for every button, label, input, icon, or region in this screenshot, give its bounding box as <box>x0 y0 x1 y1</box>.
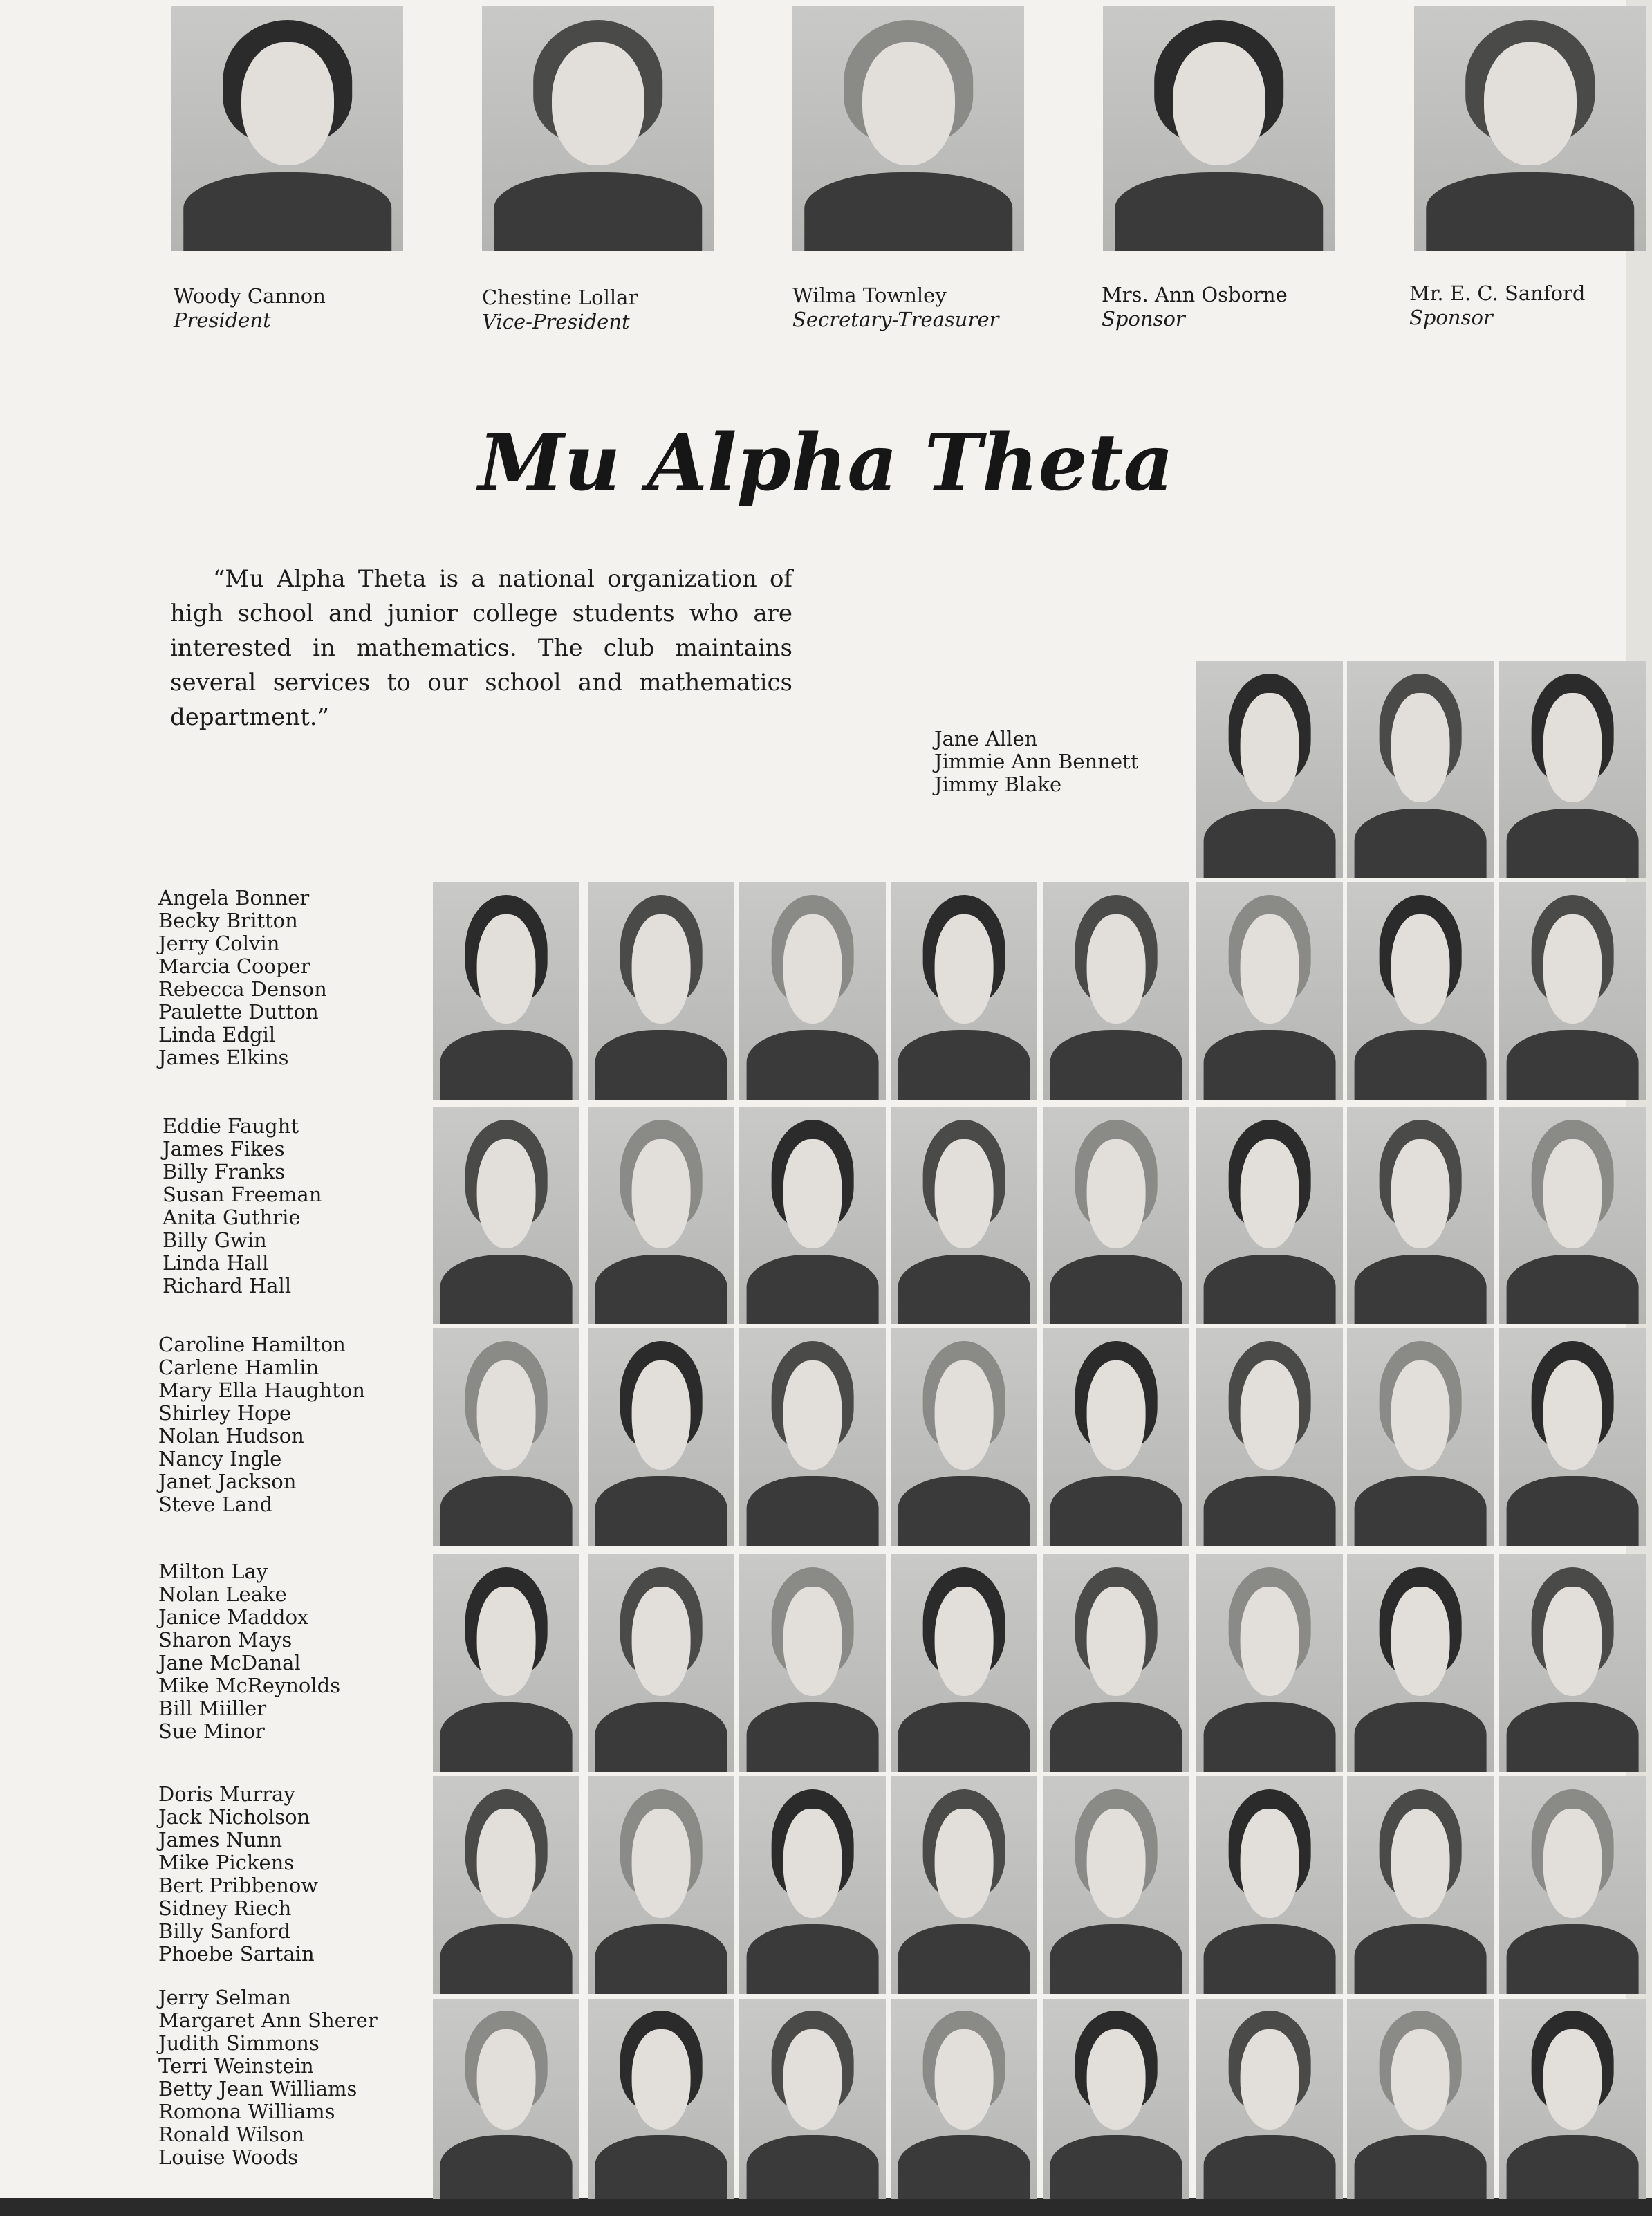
member-name: Jane McDanal <box>158 1651 301 1674</box>
member-name: Janice Maddox <box>158 1605 309 1629</box>
portrait-photo <box>588 1328 734 1546</box>
page-bottom-edge <box>0 2198 1652 2216</box>
member-name: Louise Woods <box>158 2145 299 2169</box>
portrait-photo <box>739 1328 886 1546</box>
member-name: Anita Guthrie <box>163 1206 301 1229</box>
member-name: Romona Williams <box>158 2100 335 2123</box>
member-name-list <box>158 1560 340 1743</box>
page-title: Mu Alpha Theta <box>478 418 1174 508</box>
member-name: Jane Allen <box>934 727 1038 750</box>
portrait-photo <box>433 1776 579 1994</box>
portrait-photo <box>1499 882 1646 1100</box>
member-name: Linda Edgil <box>158 1023 276 1046</box>
portrait-photo <box>891 1999 1037 2199</box>
member-name-list <box>163 1115 322 1298</box>
member-name: Janet Jackson <box>158 1470 297 1493</box>
portrait-photo <box>1196 661 1343 878</box>
member-name: Billy Gwin <box>163 1228 267 1252</box>
portrait-photo <box>891 882 1037 1100</box>
officer-caption <box>174 284 326 333</box>
club-description: “Mu Alpha Theta is a national organization of high school and junior college students who are interested in mathematics. The club maintains several services to our school and mathematics department.” <box>170 565 792 731</box>
portrait-photo <box>739 1999 886 2199</box>
portrait-photo <box>1499 1107 1646 1324</box>
portrait-photo <box>588 1999 734 2199</box>
portrait-photo <box>1499 1554 1646 1772</box>
officer-name: Woody Cannon <box>174 284 326 308</box>
officer-name: Mr. E. C. Sanford <box>1409 281 1586 305</box>
member-name: Caroline Hamilton <box>158 1333 346 1356</box>
member-name: Jack Nicholson <box>158 1805 310 1829</box>
member-name: James Fikes <box>163 1137 285 1161</box>
member-name: Susan Freeman <box>163 1183 322 1206</box>
portrait-photo <box>1043 1999 1189 2199</box>
portrait-photo <box>588 882 734 1100</box>
portrait-photo <box>433 882 579 1100</box>
portrait-photo <box>588 1554 734 1772</box>
member-name: Jerry Selman <box>158 1986 291 2009</box>
member-name: Steve Land <box>158 1493 273 1516</box>
portrait-photo <box>1043 1328 1189 1546</box>
portrait-photo <box>433 1107 579 1324</box>
member-name: Billy Sanford <box>158 1919 291 1943</box>
member-name-list <box>934 728 1138 796</box>
member-name: Mike McReynolds <box>158 1674 341 1697</box>
member-name-list <box>158 1986 378 2169</box>
portrait-photo <box>1196 1554 1343 1772</box>
officer-caption <box>1409 281 1585 330</box>
portrait-photo <box>1196 1999 1343 2199</box>
member-name-list <box>158 1333 365 1516</box>
officer-name: Mrs. Ann Osborne <box>1102 283 1288 306</box>
officer-role: Vice-President <box>482 310 630 333</box>
officer-name: Wilma Townley <box>792 284 947 307</box>
officer-caption <box>482 286 638 334</box>
member-name: Rebecca Denson <box>158 977 327 1001</box>
portrait-photo <box>1347 1554 1494 1772</box>
portrait-photo <box>739 1107 886 1324</box>
member-name: James Nunn <box>158 1828 283 1852</box>
portrait-photo <box>588 1107 734 1324</box>
member-name: Judith Simmons <box>158 2031 319 2055</box>
portrait-photo <box>1414 6 1646 251</box>
portrait-photo <box>739 1776 886 1994</box>
member-name: Milton Lay <box>158 1560 268 1583</box>
member-name: Jerry Colvin <box>158 932 280 955</box>
member-name: Jimmie Ann Bennett <box>934 750 1139 773</box>
portrait-photo <box>1499 1328 1646 1546</box>
portrait-photo <box>1043 1776 1189 1994</box>
member-name: Bill Miiller <box>158 1697 267 1720</box>
portrait-photo <box>1196 1107 1343 1324</box>
portrait-photo <box>1347 1107 1494 1324</box>
portrait-photo <box>1043 1107 1189 1324</box>
portrait-photo <box>1043 1554 1189 1772</box>
officer-role: Sponsor <box>1409 306 1493 329</box>
portrait-photo <box>792 6 1024 251</box>
member-name: Marcia Cooper <box>158 954 310 978</box>
member-name: Linda Hall <box>163 1251 269 1275</box>
portrait-photo <box>433 1328 579 1546</box>
portrait-photo <box>1347 661 1494 878</box>
member-name: Becky Britton <box>158 909 298 932</box>
member-name: Sue Minor <box>158 1719 265 1743</box>
portrait-photo <box>1347 882 1494 1100</box>
member-name: Billy Franks <box>163 1160 286 1183</box>
officer-name: Chestine Lollar <box>482 286 638 309</box>
member-name: Mike Pickens <box>158 1851 295 1874</box>
portrait-photo <box>1103 6 1335 251</box>
officer-role: Sponsor <box>1102 307 1185 331</box>
portrait-photo <box>1499 661 1646 878</box>
portrait-photo <box>739 882 886 1100</box>
officer-role: President <box>174 308 271 332</box>
portrait-photo <box>891 1776 1037 1994</box>
member-name: Mary Ella Haughton <box>158 1378 365 1402</box>
portrait-photo <box>1196 882 1343 1100</box>
member-name: Doris Murray <box>158 1782 295 1806</box>
member-name: Bert Pribbenow <box>158 1874 319 1897</box>
portrait-photo <box>1196 1328 1343 1546</box>
member-name: Nolan Hudson <box>158 1424 304 1448</box>
member-name: Carlene Hamlin <box>158 1356 319 1379</box>
portrait-photo <box>1347 1328 1494 1546</box>
portrait-photo <box>482 6 714 251</box>
portrait-photo <box>891 1107 1037 1324</box>
member-name-list <box>158 887 327 1069</box>
member-name: Terri Weinstein <box>158 2054 314 2078</box>
portrait-photo <box>171 6 403 251</box>
portrait-photo <box>1347 1999 1494 2199</box>
portrait-photo <box>433 1999 579 2199</box>
member-name: Jimmy Blake <box>934 773 1062 796</box>
portrait-photo <box>588 1776 734 1994</box>
member-name: Sidney Riech <box>158 1896 292 1920</box>
portrait-photo <box>891 1328 1037 1546</box>
member-name: Phoebe Sartain <box>158 1942 315 1966</box>
portrait-photo <box>1499 1776 1646 1994</box>
member-name: Nancy Ingle <box>158 1447 282 1470</box>
member-name: Shirley Hope <box>158 1401 292 1425</box>
member-name: Ronald Wilson <box>158 2123 305 2146</box>
member-name: Angela Bonner <box>158 886 310 910</box>
portrait-photo <box>1043 882 1189 1100</box>
member-name: Paulette Dutton <box>158 1000 319 1024</box>
member-name: Sharon Mays <box>158 1628 293 1652</box>
portrait-photo <box>1196 1776 1343 1994</box>
member-name-list <box>158 1783 318 1966</box>
member-name: Eddie Faught <box>163 1114 299 1138</box>
member-name: Betty Jean Williams <box>158 2077 358 2100</box>
portrait-photo <box>433 1554 579 1772</box>
portrait-photo <box>891 1554 1037 1772</box>
member-name: Nolan Leake <box>158 1582 287 1606</box>
portrait-photo <box>1347 1776 1494 1994</box>
member-name: Richard Hall <box>163 1274 292 1298</box>
portrait-photo <box>1499 1999 1646 2199</box>
officer-caption <box>792 284 999 332</box>
member-name: James Elkins <box>158 1046 289 1069</box>
member-name: Margaret Ann Sherer <box>158 2009 378 2032</box>
portrait-photo <box>739 1554 886 1772</box>
officer-role: Secretary-Treasurer <box>792 308 999 331</box>
officer-caption <box>1102 283 1288 331</box>
